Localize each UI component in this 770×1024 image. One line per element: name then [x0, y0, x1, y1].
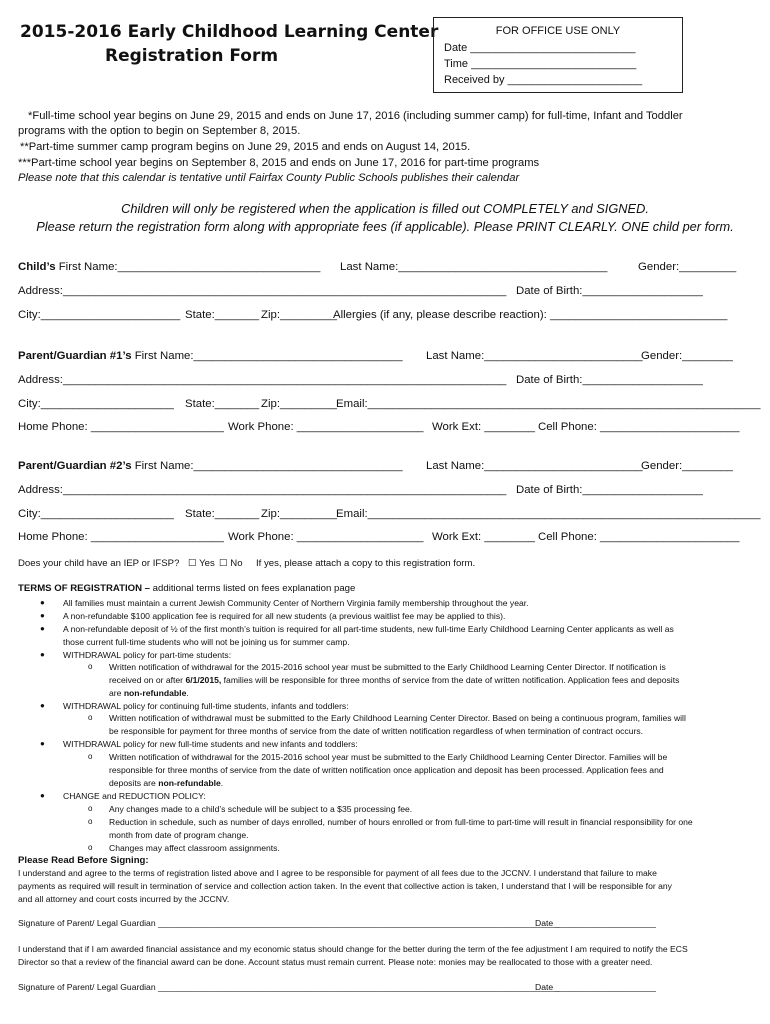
signing-heading: Please Read Before Signing:	[18, 855, 149, 866]
term-classroom: Changes may affect classroom assignments.	[109, 843, 280, 853]
note-calendar: Please note that this calendar is tentative until Fairfax County Public Schools publishes their calendar	[18, 172, 520, 184]
parent2-first-name-field[interactable]: Parent/Guardian #2’s First Name:_________________________________	[18, 460, 403, 472]
agreement-line3: and all attorney and court costs incurred by the JCCNV.	[18, 894, 230, 904]
parent1-work-phone-field[interactable]: Work Phone: ____________________	[228, 421, 424, 433]
child-zip-field[interactable]: Zip:_________	[261, 309, 338, 321]
parent1-label: Parent/Guardian #1’s	[18, 350, 132, 362]
parent2-last-name-field[interactable]: Last Name:_________________________	[426, 460, 643, 472]
parent2-city-field[interactable]: City:_____________________	[18, 508, 174, 520]
office-received-field[interactable]: Received by ______________________	[444, 74, 643, 86]
term-reduction: Reduction in schedule, such as number of days enrolled, number of hours enrolled or from full-time to part-time will result in financial responsibility for one	[109, 817, 693, 827]
parent1-home-phone-field[interactable]: Home Phone: _____________________	[18, 421, 224, 433]
term-application-fee: A non-refundable $100 application fee is required for all new students (a previous waitlist fee may be applied to this).	[63, 611, 506, 621]
parent1-state-field[interactable]: State:_______	[185, 398, 260, 410]
parent2-address-field[interactable]: Address:______________________________________________________________________	[18, 484, 507, 496]
child-last-name-field[interactable]: Last Name:_________________________________	[340, 261, 608, 273]
parent1-city-field[interactable]: City:_____________________	[18, 398, 174, 410]
circle-bullet-icon: o	[88, 804, 93, 813]
bullet-icon: ●	[40, 701, 45, 710]
parent2-home-phone-field[interactable]: Home Phone: _____________________	[18, 531, 224, 543]
term-reduction-cont: month from date of program change.	[109, 830, 249, 840]
circle-bullet-icon: o	[88, 662, 93, 671]
office-use-box	[433, 17, 683, 93]
circle-bullet-icon: o	[88, 843, 93, 852]
term-withdrawal-new-detail-3: deposits are non-refundable.	[109, 778, 224, 788]
instruction-line1: Children will only be registered when the application is filled out COMPLETELY and SIGNED.	[121, 201, 649, 216]
child-first-name-field[interactable]: Child’s First Name:________________________________	[18, 261, 321, 273]
iep-yes-checkbox[interactable]: ☐ Yes	[188, 558, 215, 569]
term-withdrawal-new: WITHDRAWAL policy for new full-time students and new infants and toddlers:	[63, 739, 358, 749]
child-label: Child’s	[18, 261, 56, 273]
iep-note: If yes, please attach a copy to this registration form.	[256, 558, 476, 569]
term-withdrawal-parttime-detail: Written notification of withdrawal for the 2015-2016 school year must be submitted to the Early Childhood Learning Center Director. If notification is	[109, 662, 666, 672]
signature-field-2[interactable]: Signature of Parent/ Legal Guardian ____________________________________________________________________________________	[18, 982, 560, 992]
iep-no-checkbox[interactable]: ☐ No	[219, 558, 243, 569]
agreement-line2: payments as required will result in termination of service and collection action taken. In the event that collective action is taken, I understand that I will be responsible for any	[18, 881, 672, 891]
parent1-zip-field[interactable]: Zip:_________	[261, 398, 338, 410]
date-field-2[interactable]: Date _____________________	[535, 982, 656, 992]
parent1-last-name-field[interactable]: Last Name:_________________________	[426, 350, 643, 362]
parent1-address-field[interactable]: Address:______________________________________________________________________	[18, 374, 507, 386]
child-address-field[interactable]: Address:______________________________________________________________________	[18, 285, 507, 297]
form-title-line1: 2015-2016 Early Childhood Learning Center	[20, 22, 439, 42]
agreement-line1: I understand and agree to the terms of registration listed above and I agree to be responsible for payment of all fees due to the JCCNV. I understand that failure to make	[18, 868, 657, 878]
parent1-dob-field[interactable]: Date of Birth:___________________	[516, 374, 703, 386]
bullet-icon: ●	[40, 611, 45, 620]
bullet-icon: ●	[40, 598, 45, 607]
parent1-email-field[interactable]: Email:______________________________________________________________	[336, 398, 761, 410]
parent2-state-field[interactable]: State:_______	[185, 508, 260, 520]
parent2-zip-field[interactable]: Zip:_________	[261, 508, 338, 520]
form-title-line2: Registration Form	[105, 46, 279, 66]
office-date-field[interactable]: Date ___________________________	[444, 42, 636, 54]
child-allergies-field[interactable]: Allergies (if any, please describe reaction): ____________________________	[333, 309, 728, 321]
child-state-field[interactable]: State:_______	[185, 309, 260, 321]
term-membership: All families must maintain a current Jewish Community Center of Northern Virginia family membership throughout the year.	[63, 598, 529, 608]
child-gender-field[interactable]: Gender:_________	[638, 261, 737, 273]
child-dob-field[interactable]: Date of Birth:___________________	[516, 285, 703, 297]
term-change-fee: Any changes made to a child’s schedule will be subject to a $35 processing fee.	[109, 804, 413, 814]
instruction-line2: Please return the registration form along with appropriate fees (if applicable). Please PRINT CLEARLY. ONE child per form.	[36, 219, 734, 234]
signature-field-1[interactable]: Signature of Parent/ Legal Guardian ____________________________________________________________________________________	[18, 918, 560, 928]
term-withdrawal-continuing: WITHDRAWAL policy for continuing full-time students, infants and toddlers:	[63, 701, 349, 711]
date-field-1[interactable]: Date _____________________	[535, 918, 656, 928]
iep-question: Does your child have an IEP or IFSP?	[18, 558, 180, 569]
office-time-field[interactable]: Time ___________________________	[444, 58, 637, 70]
note-fulltime-cont: programs with the option to begin on September 8, 2015.	[18, 125, 301, 137]
term-withdrawal-new-detail: Written notification of withdrawal for the 2015-2016 school year must be submitted to the Early Childhood Learning Center Director. Families will be	[109, 752, 668, 762]
parent2-label: Parent/Guardian #2’s	[18, 460, 132, 472]
note-fulltime: *Full-time school year begins on June 29, 2015 and ends on June 17, 2016 (including summer camp) for full-time, Infant and Toddler	[28, 110, 683, 122]
term-withdrawal-parttime-detail-2: received on or after 6/1/2015, families will be responsible for three months of service from the date of written notification. Application fees and deposits	[109, 675, 680, 685]
parent2-work-phone-field[interactable]: Work Phone: ____________________	[228, 531, 424, 543]
parent1-work-ext-field[interactable]: Work Ext: ________	[432, 421, 535, 433]
financial-line2: Director so that a review of the financial award can be done. Account status must remain current. Please note: monies may be reallocated to those with a greater need.	[18, 957, 653, 967]
office-use-heading: FOR OFFICE USE ONLY	[495, 25, 621, 37]
financial-line1: I understand that if I am awarded financial assistance and my economic status should change for the better during the term of the fee adjustment I am required to notify the ECS	[18, 944, 688, 954]
parent1-gender-field[interactable]: Gender:________	[641, 350, 733, 362]
term-withdrawal-new-detail-2: responsible for three months of service from the date of written notification once application and deposit has been processed. Application fees and	[109, 765, 664, 775]
parent1-first-name-field[interactable]: Parent/Guardian #1’s First Name:_________________________________	[18, 350, 403, 362]
circle-bullet-icon: o	[88, 752, 93, 761]
term-withdrawal-continuing-detail-2: be responsible for payment for three months of service from the date of written notification regardless of when termination of contract occurs.	[109, 726, 644, 736]
parent1-cell-phone-field[interactable]: Cell Phone: ______________________	[538, 421, 740, 433]
parent2-gender-field[interactable]: Gender:________	[641, 460, 733, 472]
circle-bullet-icon: o	[88, 713, 93, 722]
bullet-icon: ●	[40, 739, 45, 748]
child-city-field[interactable]: City:______________________	[18, 309, 181, 321]
term-deposit: A non-refundable deposit of ½ of the first month’s tuition is required for all part-time students, new full-time Early Childhood Learning Center applicants as well as	[63, 624, 674, 634]
parent2-email-field[interactable]: Email:______________________________________________________________	[336, 508, 761, 520]
bullet-icon: ●	[40, 650, 45, 659]
note-parttime: ***Part-time school year begins on September 8, 2015 and ends on June 17, 2016 for part-time programs	[18, 157, 540, 169]
circle-bullet-icon: o	[88, 817, 93, 826]
parent2-dob-field[interactable]: Date of Birth:___________________	[516, 484, 703, 496]
parent2-work-ext-field[interactable]: Work Ext: ________	[432, 531, 535, 543]
term-deposit-cont: those current full-time students who will not be joining us for summer camp.	[63, 637, 350, 647]
note-summer: **Part-time summer camp program begins on June 29, 2015 and ends on August 14, 2015.	[20, 141, 471, 153]
bullet-icon: ●	[40, 624, 45, 633]
parent2-cell-phone-field[interactable]: Cell Phone: ______________________	[538, 531, 740, 543]
term-withdrawal-parttime: WITHDRAWAL policy for part-time students:	[63, 650, 232, 660]
term-withdrawal-parttime-detail-3: are non-refundable.	[109, 688, 189, 698]
term-change-policy: CHANGE and REDUCTION POLICY:	[63, 791, 206, 801]
terms-heading: TERMS OF REGISTRATION – additional terms listed on fees explanation page	[18, 583, 356, 594]
term-withdrawal-continuing-detail: Written notification of withdrawal must be submitted to the Early Childhood Learning Center Director. Based on being a continuous program, families will	[109, 713, 686, 723]
bullet-icon: ●	[40, 791, 45, 800]
